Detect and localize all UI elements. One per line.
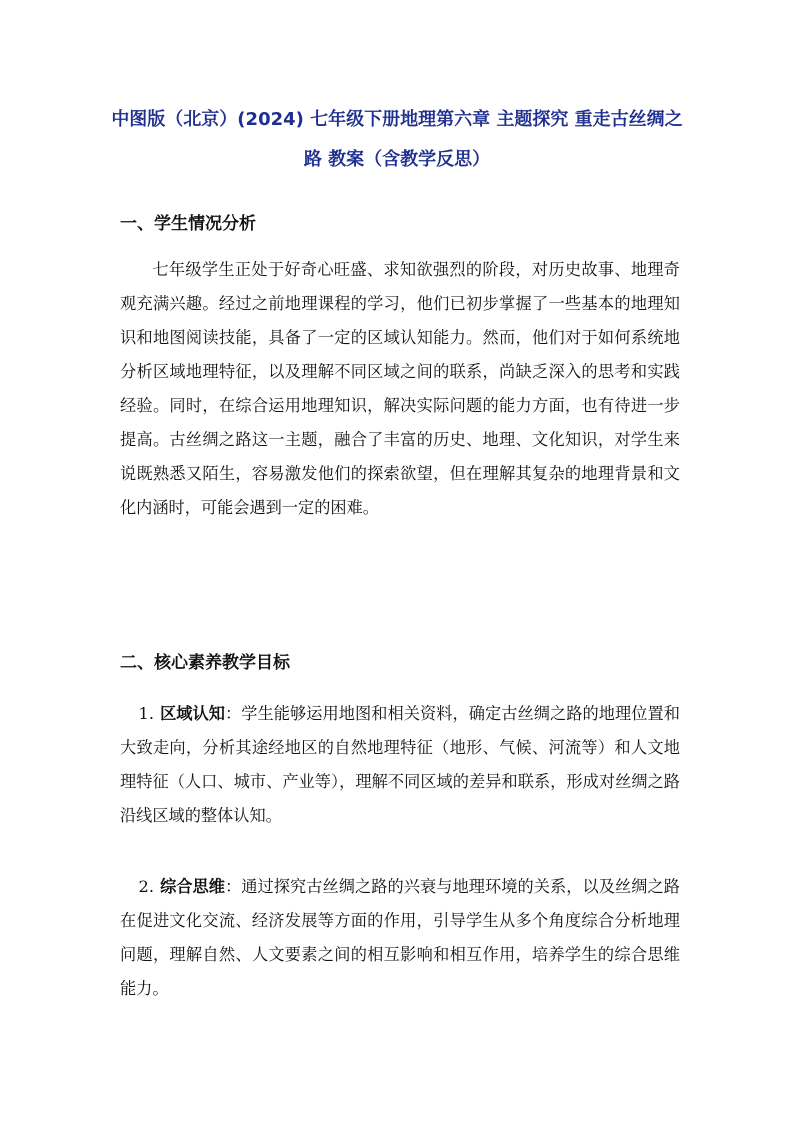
- goal-item-term: 区域认知: [160, 704, 226, 723]
- section-heading-student-analysis: 一、学生情况分析: [120, 214, 256, 234]
- goal-item-comprehensive-thinking: [120, 870, 680, 1006]
- goal-item-regional-cognition: [120, 697, 680, 833]
- goal-item-text: ：通过探究古丝绸之路的兴衰与地理环境的关系，以及丝绸之路在促进文化交流、经济发展等方面的作用，引导学生从多个角度综合分析地理问题，理解自然、人文要素之间的相互影响和相互作用，培养学生的综合思维能力。: [120, 877, 680, 998]
- goal-item-term: 综合思维: [160, 877, 226, 896]
- document-title: 中图版（北京）(2024) 七年级下册地理第六章 主题探究 重走古丝绸之路 教案（含教学反思）: [111, 109, 683, 170]
- goal-item-number: 1.: [138, 704, 154, 723]
- goal-item-number: 2.: [138, 877, 154, 896]
- section-heading-teaching-goals: 二、核心素养教学目标: [120, 653, 290, 673]
- goal-item-text: ：学生能够运用地图和相关资料，确定古丝绸之路的地理位置和大致走向，分析其途经地区的自然地理特征（地形、气候、河流等）和人文地理特征（人口、城市、产业等），理解不同区域的差异和联系，形成对丝绸之路沿线区域的整体认知。: [120, 704, 680, 825]
- student-analysis-paragraph: 七年级学生正处于好奇心旺盛、求知欲强烈的阶段，对历史故事、地理奇观充满兴趣。经过之前地理课程的学习，他们已初步掌握了一些基本的地理知识和地图阅读技能，具备了一定的区域认知能力。然而，他们对于如何系统地分析区域地理特征，以及理解不同区域之间的联系，尚缺乏深入的思考和实践经验。同时，在综合运用地理知识，解决实际问题的能力方面，也有待进一步提高。古丝绸之路这一主题，融合了丰富的历史、地理、文化知识，对学生来说既熟悉又陌生，容易激发他们的探索欲望，但在理解其复杂的地理背景和文化内涵时，可能会遇到一定的困难。: [120, 260, 680, 517]
